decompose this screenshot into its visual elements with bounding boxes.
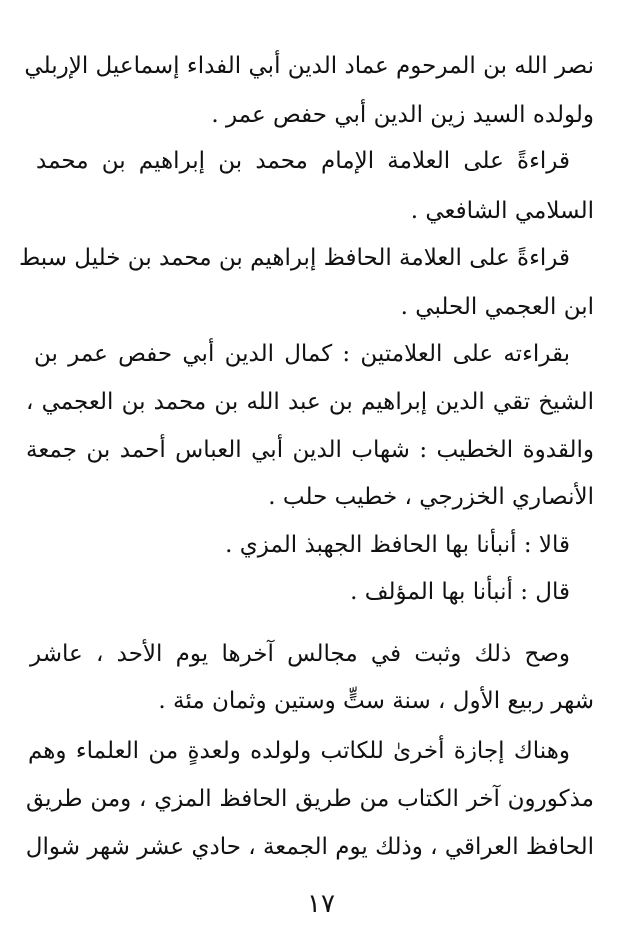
text-line: ابن العجمي الحلبي . [400,294,594,320]
text-line: مذكورون آخر الكتاب من طريق الحافظ المزي ، ومن طريق [26,786,594,812]
text-line: الشيخ تقي الدين إبراهيم بن عبد الله بن محمد بن العجمي ، [26,389,594,415]
document-page [18,0,594,932]
text-line: قراءةً على العلامة الحافظ إبراهيم بن محمد بن خليل سبط [18,245,570,271]
page-number: ١٧ [307,889,335,919]
text-line: ولولده السيد زين الدين أبي حفص عمر . [211,102,594,128]
text-line: قراءةً على العلامة الإمام محمد بن إبراهيم بن محمد [36,148,570,174]
text-line: الأنصاري الخزرجي ، خطيب حلب . [268,484,594,510]
text-line: الحافظ العراقي ، وذلك يوم الجمعة ، حادي عشر شهر شوال [25,834,594,860]
text-line: نصر الله بن المرحوم عماد الدين أبي الفداء إسماعيل الإربلي [24,53,594,79]
text-line: بقراءته على العلامتين : كمال الدين أبي حفص عمر بن [34,341,570,367]
text-line: وهناك إجازة أخرىٰ للكاتب ولولده ولعدةٍ من العلماء وهم [28,738,570,764]
text-line: وصح ذلك وثبت في مجالس آخرها يوم الأحد ، عاشر [30,641,570,667]
text-line: السلامي الشافعي . [410,198,594,224]
text-line: والقدوة الخطيب : شهاب الدين أبي العباس أحمد بن جمعة [26,437,594,463]
text-line: شهر ربيع الأول ، سنة ستٍّ وستين وثمان مئة . [158,688,594,714]
text-line: قالا : أنبأنا بها الحافظ الجهبذ المزي . [225,532,570,558]
text-line: قال : أنبأنا بها المؤلف . [350,579,570,605]
